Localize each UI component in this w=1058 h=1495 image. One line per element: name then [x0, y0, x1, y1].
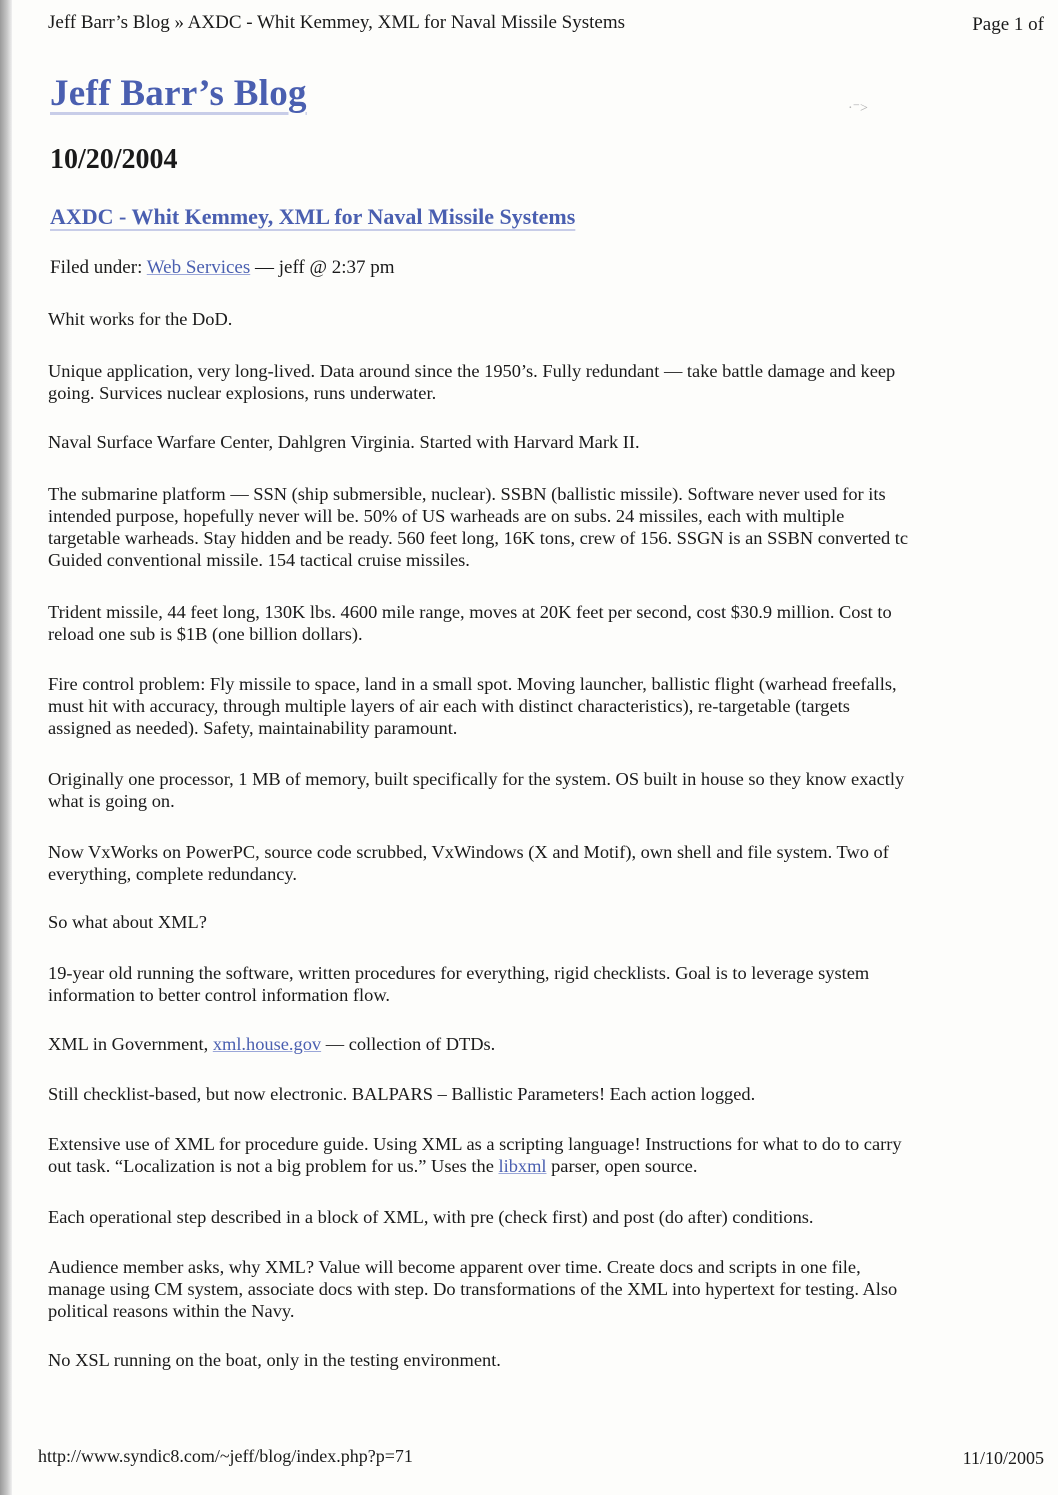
post-paragraph: Originally one processor, 1 MB of memory, built specifically for the system. OS built in house so they know exactly what is going on.	[48, 769, 905, 811]
post-paragraph: Now VxWorks on PowerPC, source code scrubbed, VxWindows (X and Motif), own shell and file system. Two of everything, complete redundancy.	[48, 842, 889, 884]
post-paragraph: So what about XML?	[48, 912, 207, 932]
libxml-link[interactable]: libxml	[498, 1156, 547, 1176]
paragraph-text: parser, open source.	[546, 1156, 698, 1176]
post-paragraph: Still checklist-based, but now electronic. BALPARS – Ballistic Parameters! Each action logged.	[48, 1084, 756, 1104]
post-paragraph: The submarine platform — SSN (ship submersible, nuclear). SSBN (ballistic missile). Software never used for its intended purpose, hopefully never will be. 50% of US warheads are on subs. 24 missiles, each with multiple targetable warheads. Stay hidden and be ready. 560 feet long, 16K tons, crew of 156. SSGN is an SSBN converted tc Guided conventional missile. 154 tactical cruise missiles.	[48, 484, 909, 570]
print-header-page: Page 1 of	[972, 14, 1044, 35]
print-footer-date: 11/10/2005	[962, 1448, 1044, 1468]
post-paragraph: No XSL running on the boat, only in the testing environment.	[48, 1350, 501, 1370]
post-paragraph: Unique application, very long-lived. Data around since the 1950’s. Fully redundant — take battle damage and keep going. Survices nuclear explosions, runs underwater.	[48, 361, 896, 403]
print-footer-url: http://www.syndic8.com/~jeff/blog/index.php?p=71	[38, 1446, 413, 1466]
filed-under-label: Filed under:	[50, 257, 147, 278]
paragraph-text: Extensive use of XML for procedure guide. Using XML as a scripting language! Instructions for what to do to carry out task. “Localization is not a big problem for us.” Uses the	[48, 1134, 902, 1176]
paragraph-text: XML in Government,	[48, 1034, 213, 1054]
scan-smudge-mark: ·⁻>	[848, 101, 868, 116]
post-paragraph: Naval Surface Warfare Center, Dahlgren Virginia. Started with Harvard Mark II.	[48, 432, 640, 452]
post-paragraph: Each operational step described in a block of XML, with pre (check first) and post (do after) conditions.	[48, 1207, 814, 1227]
post-paragraph: Trident missile, 44 feet long, 130K lbs. 4600 mile range, moves at 20K feet per second, cost $30.9 million. Cost to reload one sub is $1B (one billion dollars).	[48, 602, 892, 644]
post-paragraph: Fire control problem: Fly missile to space, land in a small spot. Moving launcher, ballistic flight (warhead freefalls, must hit with accuracy, through multiple layers of air each with distinct characteristics), re-targetable (targets assigned as needed). Safety, maintainability paramount.	[48, 674, 897, 738]
post-paragraph: 19-year old running the software, written procedures for everything, rigid checklists. Goal is to leverage system information to better control information flow.	[48, 963, 870, 1005]
print-header-title: Jeff Barr’s Blog » AXDC - Whit Kemmey, XML for Naval Missile Systems	[48, 12, 625, 33]
post-paragraph	[48, 1133, 1043, 1177]
post-paragraph: Whit works for the DoD.	[48, 309, 233, 329]
post-paragraph: Audience member asks, why XML? Value will become apparent over time. Create docs and scripts in one file, manage using CM system, associate docs with step. Do transformations of the XML into hypertext for testing. Also political reasons within the Navy.	[48, 1257, 898, 1321]
post-byline: — jeff @ 2:37 pm	[250, 257, 395, 278]
post-title-link[interactable]: AXDC - Whit Kemmey, XML for Naval Missile Systems	[50, 204, 576, 229]
xml-house-gov-link[interactable]: xml.house.gov	[212, 1034, 322, 1054]
post-paragraph	[48, 1033, 1043, 1055]
print-header	[48, 12, 1044, 38]
scan-edge-shadow	[0, 0, 12, 1495]
print-footer	[38, 1446, 1044, 1472]
post-date: 10/20/2004	[50, 144, 178, 175]
post-meta	[50, 257, 395, 279]
category-link[interactable]: Web Services	[146, 257, 251, 278]
blog-title-link[interactable]: Jeff Barr’s Blog	[50, 73, 307, 114]
paragraph-text: — collection of DTDs.	[321, 1034, 496, 1054]
